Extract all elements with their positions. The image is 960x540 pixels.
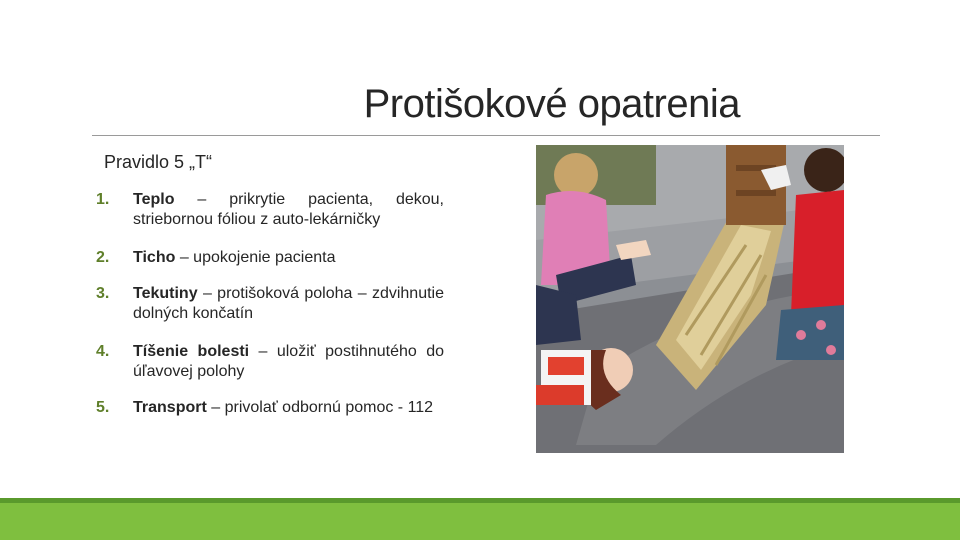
item-number: 3. (96, 285, 110, 302)
list-item (96, 248, 336, 268)
footer-band (0, 503, 960, 540)
title-divider (92, 135, 880, 136)
item-text: – prikrytie pacienta, dekou, striebornou fóliou z auto-lekárničky (133, 191, 444, 228)
list-item (96, 398, 433, 418)
item-number: 4. (96, 343, 110, 360)
item-text: – protišoková poloha – zdvihnutie dolných končatín (133, 285, 444, 322)
slide-subtitle: Pravidlo 5 „T“ (104, 152, 213, 172)
item-keyword: Transport (133, 399, 207, 416)
item-keyword: Tekutiny (133, 285, 198, 302)
list-item (96, 284, 444, 324)
item-keyword: Tíšenie bolesti (133, 343, 250, 360)
item-number: 1. (96, 191, 110, 208)
list-item (96, 342, 444, 382)
item-text: – uložiť postihnutého do úľavovej polohy (133, 343, 444, 380)
item-text: – privolať odbornú pomoc - 112 (206, 399, 434, 416)
first-aid-photo (536, 145, 844, 453)
item-keyword: Ticho (133, 249, 176, 266)
item-number: 5. (96, 399, 110, 416)
item-text: – upokojenie pacienta (175, 249, 336, 266)
first-aid-photo-illustration (536, 145, 844, 453)
item-keyword: Teplo (133, 191, 175, 208)
item-number: 2. (96, 249, 110, 266)
list-item (96, 190, 444, 230)
slide-title: Protišokové opatrenia (363, 82, 740, 126)
